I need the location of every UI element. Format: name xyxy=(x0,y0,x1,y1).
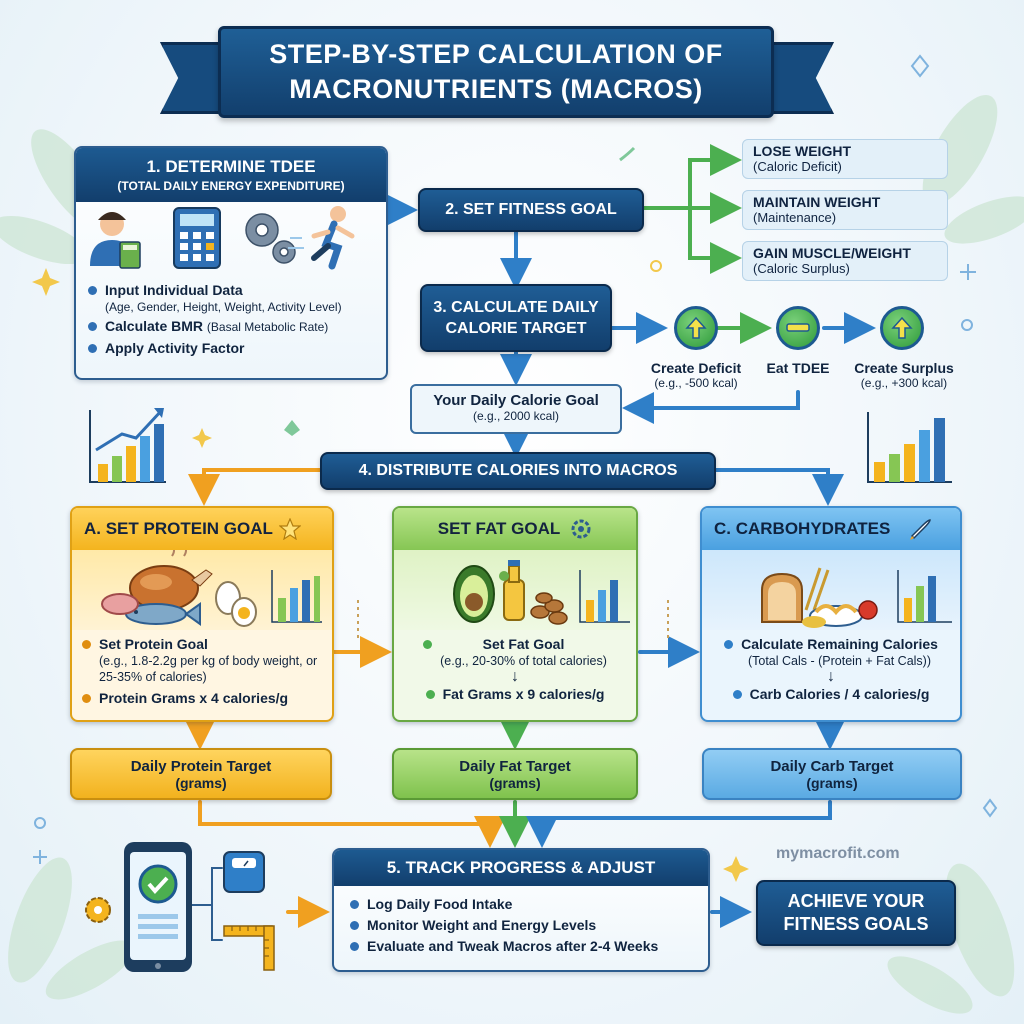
chicken-icon xyxy=(130,550,212,610)
protein-bullet-1: Set Protein Goal xyxy=(99,636,208,652)
bar-chart-icon xyxy=(864,410,956,486)
option-label: Eat TDEE xyxy=(766,360,830,376)
oil-bottle-icon xyxy=(499,560,524,620)
rocket-icon xyxy=(908,518,932,540)
step1-item-detail: (Basal Metabolic Rate) xyxy=(206,320,329,334)
step5-item-monitor xyxy=(350,917,696,933)
fat-header-label: SET FAT GOAL xyxy=(437,519,561,538)
rice-icon xyxy=(802,616,826,628)
final-line-1: ACHIEVE YOUR xyxy=(787,891,925,911)
carbs-bullet-2: Carb Calories / 4 calories/g xyxy=(749,686,930,702)
runner-icon xyxy=(288,206,352,266)
fat-header xyxy=(394,508,636,550)
step1-header xyxy=(76,148,386,202)
fat-detail-1: (e.g., 20-30% of total calories) xyxy=(440,654,607,668)
step5-item-label: Evaluate and Tweak Macros after 2-4 Weeks xyxy=(367,938,659,954)
goal-sub: (Maintenance) xyxy=(753,210,837,225)
carbs-step-calc xyxy=(712,686,950,702)
bar-chart-icon xyxy=(580,570,630,622)
tomato-icon xyxy=(859,601,877,619)
up-arrow-icon xyxy=(880,306,924,350)
protein-target-unit: (grams) xyxy=(175,774,227,791)
step1-item-activity xyxy=(88,340,376,356)
step3-line-1: 3. CALCULATE DAILY xyxy=(433,299,599,316)
website-label: mymacrofit.com xyxy=(776,845,900,862)
option-create-deficit xyxy=(640,360,752,390)
step5-item-evaluate xyxy=(350,938,696,954)
carbs-bullet-1: Calculate Remaining Calories xyxy=(741,636,938,652)
bread-icon xyxy=(762,574,802,622)
fat-target-unit: (grams) xyxy=(489,774,541,791)
fat-step-set-goal xyxy=(404,636,626,668)
carbs-detail-1: (Total Cals - (Protein + Fat Cals)) xyxy=(747,654,932,668)
fat-bullet-1: Set Fat Goal xyxy=(482,636,565,652)
egg-icon xyxy=(216,582,256,626)
protein-header-label: A. SET PROTEIN GOAL xyxy=(84,519,273,538)
avocado-icon xyxy=(454,566,494,622)
tracking-illustration xyxy=(82,840,282,980)
option-sub: (e.g., -500 kcal) xyxy=(654,376,738,390)
goal-gain-muscle xyxy=(742,241,948,281)
achieve-fitness-goals xyxy=(756,880,956,946)
carbs-panel xyxy=(700,506,962,722)
step2-fitness-goal xyxy=(418,188,644,232)
step3-line-2: CALORIE TARGET xyxy=(445,320,587,337)
goal-title: LOSE WEIGHT xyxy=(753,143,851,159)
step5-track-progress-card xyxy=(332,848,710,972)
minus-icon xyxy=(776,306,820,350)
fat-target-label: Daily Fat Target xyxy=(459,757,571,775)
carbs-food-illustration xyxy=(702,550,960,630)
nuts-icon xyxy=(531,593,567,624)
carbs-step-remaining xyxy=(712,636,950,668)
daily-fat-target xyxy=(392,748,638,800)
gear-icon xyxy=(246,214,295,263)
goal-lose-weight xyxy=(742,139,948,179)
meat-icon xyxy=(102,594,138,614)
step1-item-label: Calculate BMR xyxy=(105,318,204,334)
step1-tdee-card xyxy=(74,146,388,380)
step5-item-log xyxy=(350,896,696,912)
step4-title: 4. DISTRIBUTE CALORIES INTO MACROS xyxy=(358,462,678,479)
wheat-icon xyxy=(806,568,828,610)
step1-item-label: Input Individual Data xyxy=(105,282,243,298)
step1-title: 1. DETERMINE TDEE xyxy=(146,157,316,176)
step5-title: 5. TRACK PROGRESS & ADJUST xyxy=(386,858,656,877)
title-line-2: MACRONUTRIENTS (MACROS) xyxy=(289,74,703,104)
goal-maintain-weight xyxy=(742,190,948,230)
protein-bullet-2: Protein Grams x 4 calories/g xyxy=(99,690,289,706)
gear-icon xyxy=(86,898,110,922)
person-calculator-icon xyxy=(90,212,140,268)
up-arrow-icon xyxy=(674,306,718,350)
phone-check-icon xyxy=(124,842,192,972)
option-eat-tdee xyxy=(756,360,840,376)
carbs-down-arrow-icon: ↓ xyxy=(827,668,835,685)
title-banner xyxy=(218,26,774,118)
step1-item-label: Apply Activity Factor xyxy=(105,340,245,356)
step1-item-detail: (Age, Gender, Height, Weight, Activity Level) xyxy=(105,300,342,314)
option-create-surplus xyxy=(842,360,966,390)
step3-calorie-target xyxy=(420,284,612,352)
fat-down-arrow-icon: ↓ xyxy=(511,668,519,685)
carbs-header-label: C. CARBOHYDRATES xyxy=(714,519,891,538)
final-line-2: FITNESS GOALS xyxy=(783,914,929,934)
step5-item-label: Monitor Weight and Energy Levels xyxy=(367,917,597,933)
fat-step-calc xyxy=(404,686,626,702)
fat-food-illustration xyxy=(394,550,636,630)
protein-step-calc xyxy=(82,690,322,706)
step1-subtitle: (TOTAL DAILY ENERGY EXPENDITURE) xyxy=(117,179,345,193)
step2-title: 2. SET FITNESS GOAL xyxy=(445,201,617,218)
step1-item-input xyxy=(88,282,376,314)
calorie-goal-sub: (e.g., 2000 kcal) xyxy=(472,409,560,423)
calorie-goal-title: Your Daily Calorie Goal xyxy=(433,392,599,409)
fat-bullet-2: Fat Grams x 9 calories/g xyxy=(442,686,605,702)
gear-icon xyxy=(570,518,592,540)
option-sub: (e.g., +300 kcal) xyxy=(860,376,948,390)
option-label: Create Surplus xyxy=(854,360,954,376)
carb-target-unit: (grams) xyxy=(806,774,858,791)
daily-carb-target xyxy=(702,748,962,800)
step1-icons xyxy=(76,202,386,274)
ruler-icon xyxy=(224,926,274,970)
protein-step-set-goal xyxy=(82,636,322,684)
goal-title: MAINTAIN WEIGHT xyxy=(753,194,881,210)
protein-target-label: Daily Protein Target xyxy=(130,757,272,775)
star-icon xyxy=(279,518,301,540)
goal-title: GAIN MUSCLE/WEIGHT xyxy=(753,245,911,261)
protein-detail-1: (e.g., 1.8-2.2g per kg of body weight, or 25-35% of calories) xyxy=(99,654,318,684)
step5-item-label: Log Daily Food Intake xyxy=(367,896,513,912)
title-line-1: STEP-BY-STEP CALCULATION OF xyxy=(269,39,723,69)
bar-chart-icon xyxy=(898,570,952,622)
calculator-icon xyxy=(174,208,220,268)
scale-icon xyxy=(224,852,264,892)
carb-target-label: Daily Carb Target xyxy=(770,757,894,775)
protein-header xyxy=(72,508,332,550)
carbs-header xyxy=(702,508,960,550)
step5-header xyxy=(334,850,708,886)
option-label: Create Deficit xyxy=(650,360,742,376)
protein-panel xyxy=(70,506,334,722)
goal-sub: (Caloric Deficit) xyxy=(753,159,842,174)
step4-distribute-calories xyxy=(320,452,716,490)
fat-panel xyxy=(392,506,638,722)
bar-chart-icon xyxy=(272,570,322,622)
protein-food-illustration xyxy=(72,550,332,630)
daily-protein-target xyxy=(70,748,332,800)
goal-sub: (Caloric Surplus) xyxy=(753,261,850,276)
daily-calorie-goal xyxy=(410,384,622,434)
bar-chart-icon xyxy=(86,406,170,486)
step1-item-bmr xyxy=(88,318,376,334)
